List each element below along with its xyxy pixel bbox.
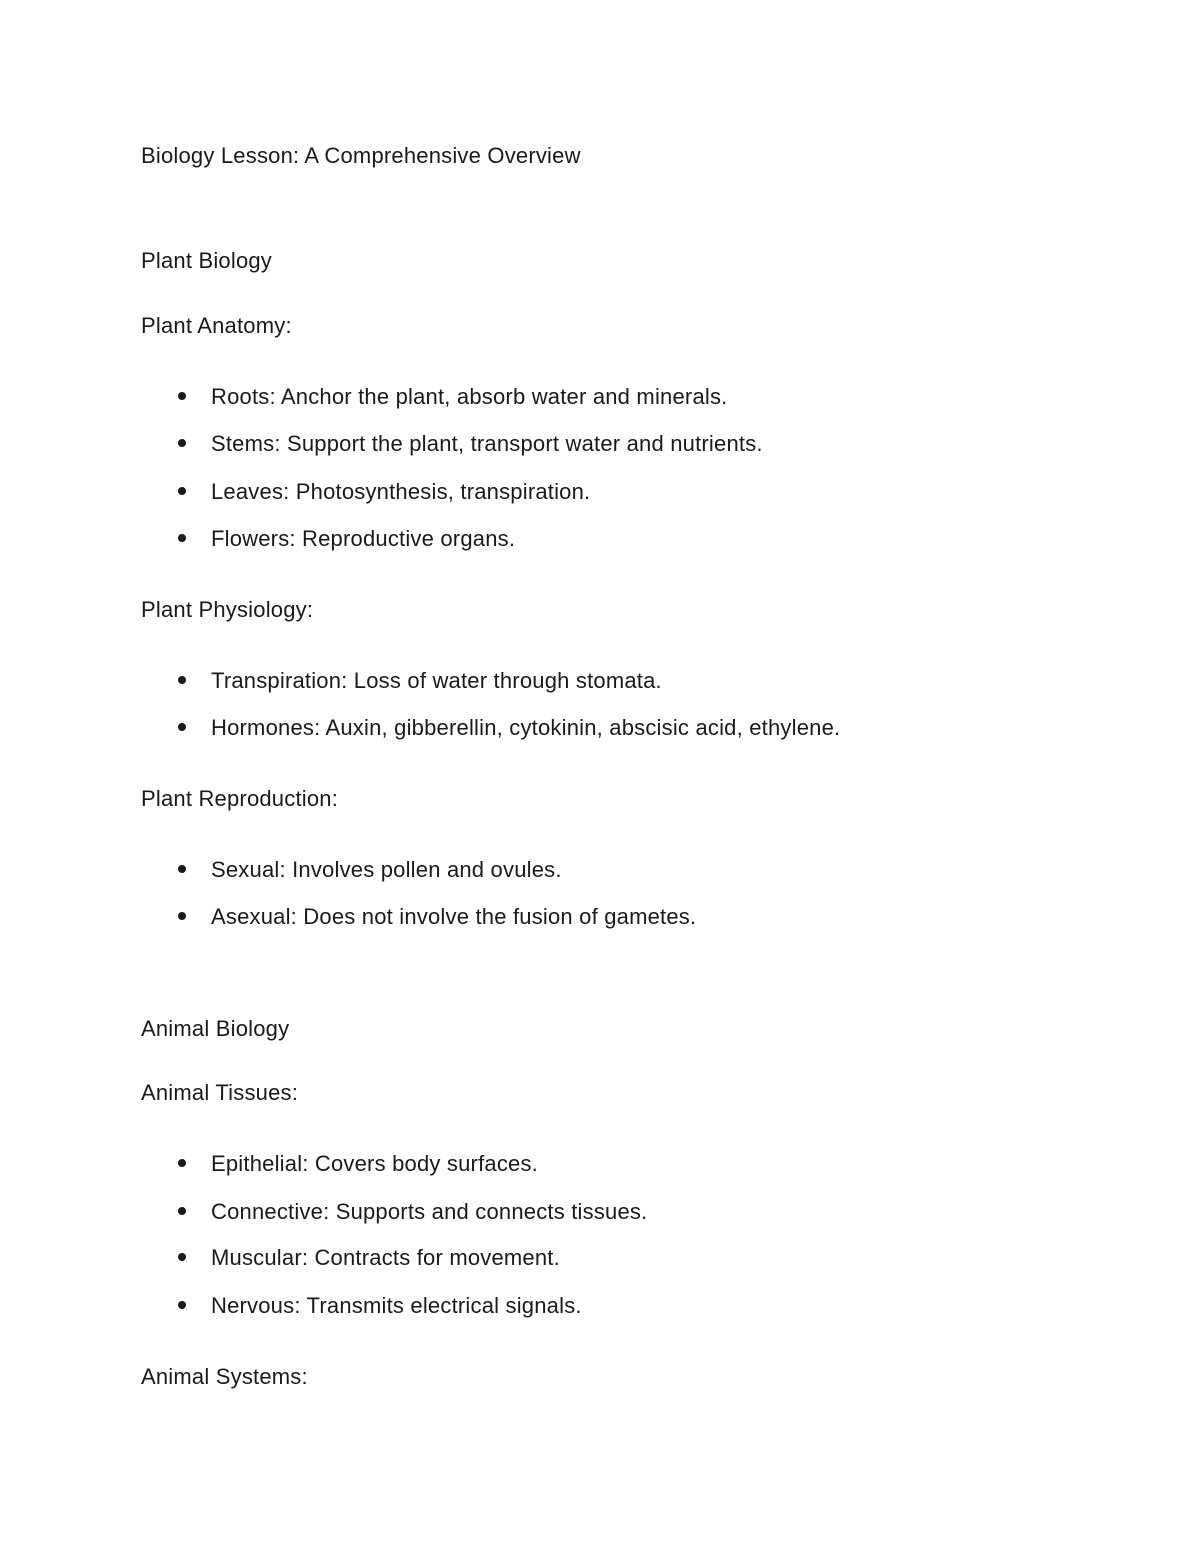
- list-item: [178, 384, 727, 410]
- bullet-icon: [178, 392, 186, 400]
- list-item-text: Leaves: Photosynthesis, transpiration.: [211, 479, 591, 504]
- list-item-text: Muscular: Contracts for movement.: [211, 1245, 560, 1270]
- bullet-icon: [178, 676, 186, 684]
- bullet-icon: [178, 1207, 186, 1215]
- list-item-text: Transpiration: Loss of water through stomata.: [211, 668, 662, 693]
- list-item: [178, 1199, 647, 1225]
- subheading-animal-tissues: Animal Tissues:: [141, 1080, 299, 1105]
- list-item-text: Asexual: Does not involve the fusion of gametes.: [211, 904, 697, 929]
- list-item: [178, 857, 562, 883]
- list-item: [178, 479, 590, 505]
- bullet-icon: [178, 865, 186, 873]
- list-item-text: Sexual: Involves pollen and ovules.: [211, 857, 562, 882]
- bullet-icon: [178, 1159, 186, 1167]
- list-item-text: Roots: Anchor the plant, absorb water and minerals.: [211, 384, 728, 409]
- list-item: [178, 526, 515, 552]
- list-item-text: Connective: Supports and connects tissues.: [211, 1199, 648, 1224]
- bullet-icon: [178, 912, 186, 920]
- section-heading-animal-biology: Animal Biology: [141, 1016, 290, 1041]
- subheading-plant-reproduction: Plant Reproduction:: [141, 786, 339, 811]
- list-item: [178, 904, 696, 930]
- bullet-icon: [178, 1253, 186, 1261]
- list-item-text: Hormones: Auxin, gibberellin, cytokinin, abscisic acid, ethylene.: [211, 715, 841, 740]
- bullet-icon: [178, 1301, 186, 1309]
- list-item: [178, 668, 662, 694]
- subheading-plant-physiology: Plant Physiology:: [141, 597, 314, 622]
- list-item-text: Flowers: Reproductive organs.: [211, 526, 516, 551]
- subheading-plant-anatomy: Plant Anatomy:: [141, 313, 292, 338]
- list-item: [178, 431, 763, 457]
- list-item-text: Epithelial: Covers body surfaces.: [211, 1151, 538, 1176]
- bullet-icon: [178, 723, 186, 731]
- list-item-text: Stems: Support the plant, transport water and nutrients.: [211, 431, 763, 456]
- list-item: [178, 1151, 538, 1177]
- bullet-icon: [178, 439, 186, 447]
- list-item: [178, 1293, 582, 1319]
- list-item-text: Nervous: Transmits electrical signals.: [211, 1293, 582, 1318]
- bullet-icon: [178, 487, 186, 495]
- subheading-animal-systems: Animal Systems:: [141, 1364, 308, 1389]
- list-item: [178, 1245, 560, 1271]
- list-item: [178, 715, 840, 741]
- section-heading-plant-biology: Plant Biology: [141, 248, 273, 273]
- bullet-icon: [178, 534, 186, 542]
- document-title: Biology Lesson: A Comprehensive Overview: [141, 143, 581, 168]
